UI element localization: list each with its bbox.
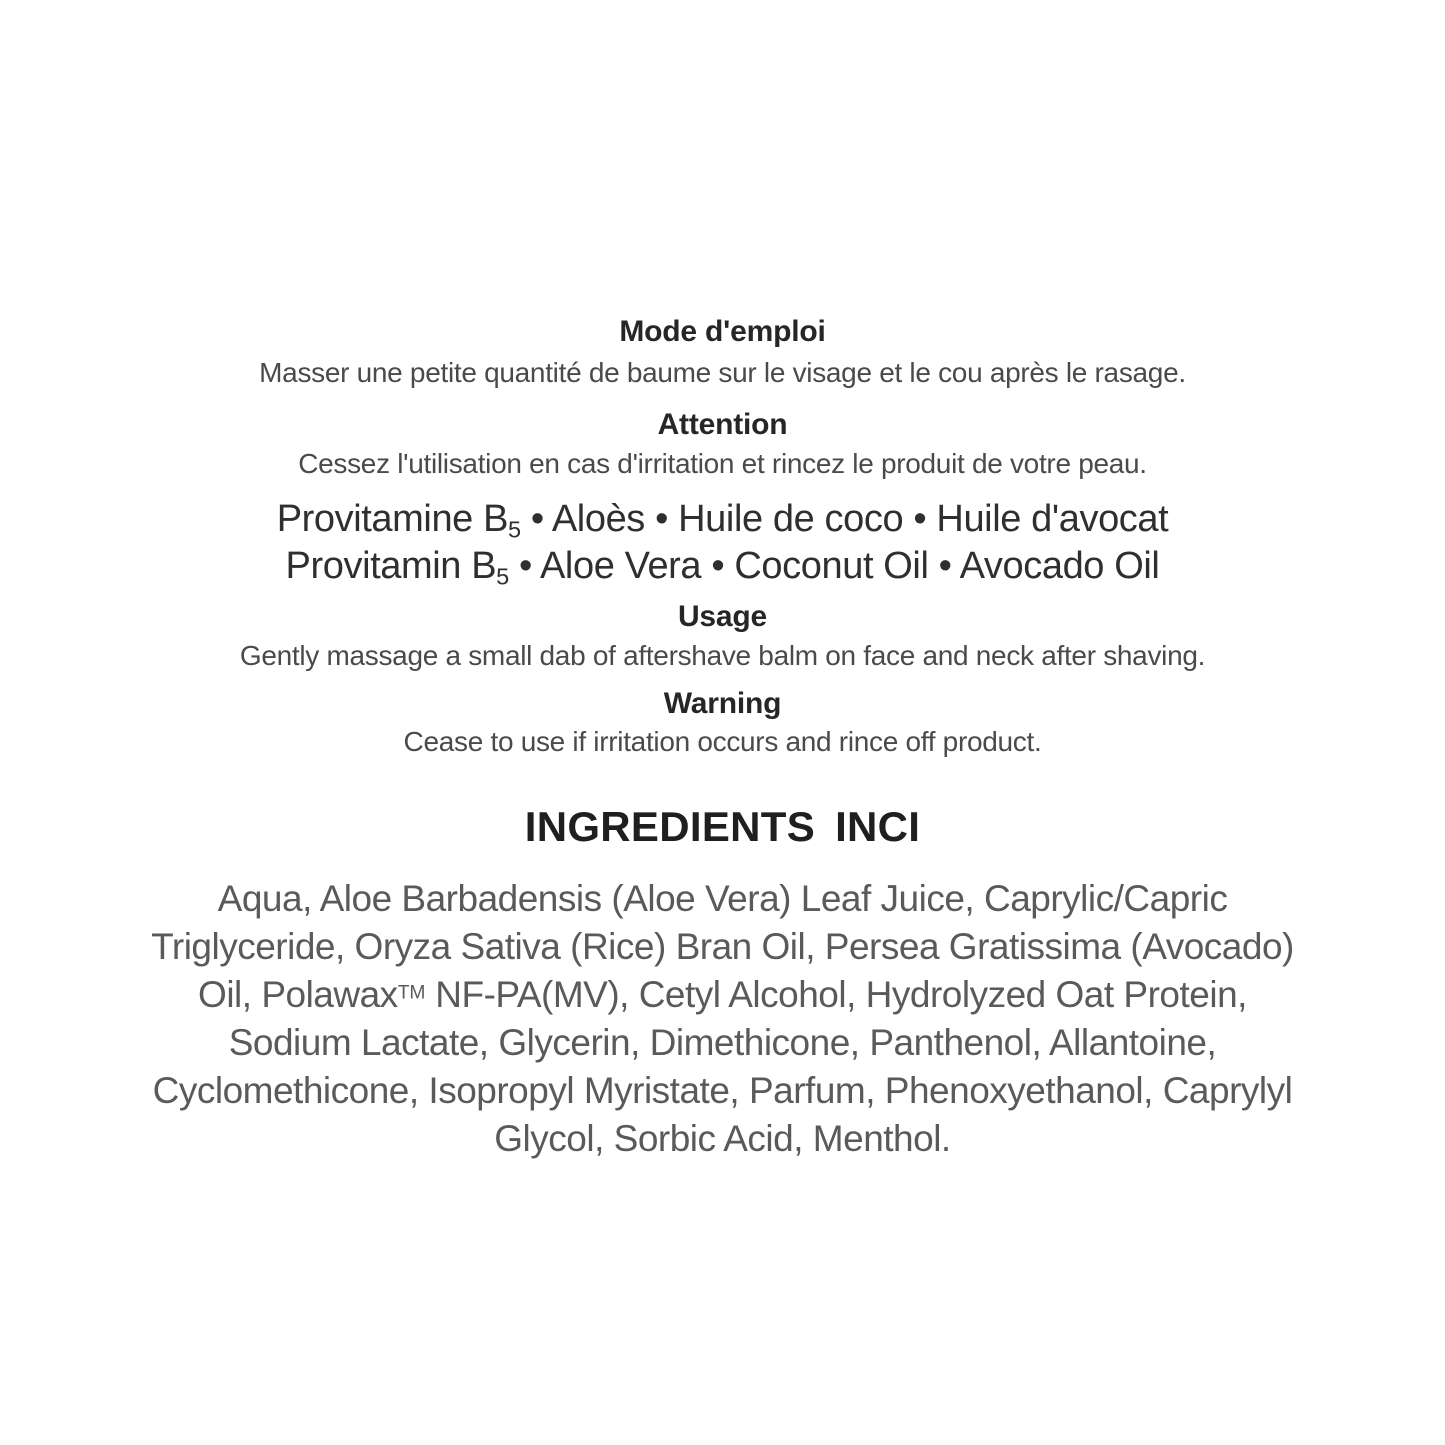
ingredients-heading-left: INGREDIENTS (524, 803, 816, 850)
key-actives-english (73, 544, 1373, 591)
french-usage-text: Masser une petite quantité de baume sur le visage et le cou après le rasage. (259, 357, 1186, 388)
french-usage-heading: Mode d'emploi (619, 315, 826, 348)
key-actives-english-suffix: • Aloe Vera • Coconut Oil • Avocado Oil (508, 545, 1160, 588)
french-warning-heading: Attention (657, 408, 788, 441)
ingredients-list-part-1: Aqua, Aloe Barbadensis (Aloe Vera) Leaf Juice, Caprylic/Capric Triglyceride, Oryza Sativa (Rice) Bran Oil, Persea Gratissima (Avocado) Oil, Polawax (151, 878, 1294, 1016)
trademark-mark: TM (397, 982, 426, 1004)
ingredients-heading (73, 803, 1373, 851)
english-usage-text: Gently massage a small dab of aftershave balm on face and neck after shaving. (239, 640, 1206, 671)
key-actives-english-prefix: Provitamin B (285, 545, 497, 588)
key-actives-french-subscript: 5 (508, 516, 521, 543)
french-warning-text: Cessez l'utilisation en cas d'irritation et rincez le produit de votre peau. (298, 448, 1147, 479)
key-actives-list (73, 497, 1373, 592)
ingredients-list (143, 875, 1303, 1164)
ingredients-heading-right: INCI (835, 803, 921, 850)
key-actives-french-prefix: Provitamine B (276, 498, 509, 540)
english-warning-text: Cease to use if irritation occurs and rince off product. (403, 726, 1042, 757)
ingredients-list-part-2: NF-PA(MV), Cetyl Alcohol, Hydrolyzed Oat Protein, Sodium Lactate, Glycerin, Dimethicone, Panthenol, Allantoine, Cyclomethicone, Isopropyl Myristate, Parfum, Phenoxyethanol, Caprylyl Glycol, Sorbic Acid, Menthol. (152, 974, 1293, 1160)
key-actives-french-suffix: • Aloès • Huile de coco • Huile d'avocat (520, 498, 1169, 540)
english-warning-heading: Warning (663, 687, 782, 720)
key-actives-english-subscript: 5 (496, 563, 509, 590)
key-actives-french (73, 497, 1373, 544)
english-usage-heading: Usage (677, 600, 768, 633)
